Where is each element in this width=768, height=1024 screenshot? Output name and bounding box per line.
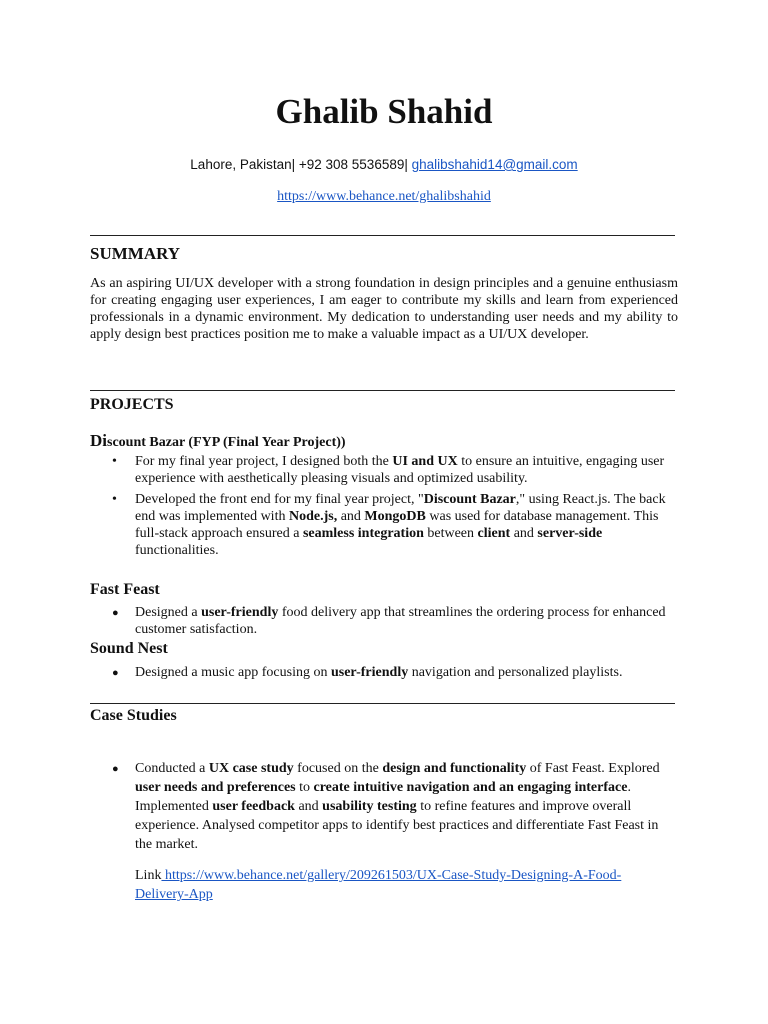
divider-1 <box>90 235 675 236</box>
link-label: Link <box>135 868 162 883</box>
bullet-text: Designed a music app focusing on user-friendly navigation and personalized playlists. <box>135 665 623 680</box>
bullet-icon: ● <box>112 607 119 619</box>
contact-line <box>0 157 768 172</box>
project-title-discount-bazar <box>90 431 346 451</box>
case-study-link[interactable]: https://www.behance.net/gallery/209261503/UX-Case-Study-Designing-A-Food-Delivery-App <box>135 868 622 902</box>
divider-3 <box>90 703 675 704</box>
contact-text: Lahore, Pakistan| +92 308 5536589| <box>190 157 412 172</box>
bullet-icon: ● <box>112 667 119 679</box>
candidate-name: Ghalib Shahid <box>275 92 493 131</box>
bullet-text: Conducted a UX case study focused on the design and functionality of Fast Feast. Explored user needs and preferences to create intuitive navigation and an engaging interface. Implemented user feedback and usability testing to refine features and improve overall experience. Analysed competitor apps to identify best practices and differentiate Fast Feast in the market. <box>135 761 660 852</box>
bullet-icon: • <box>112 454 117 469</box>
email-link[interactable]: ghalibshahid14@gmail.com <box>411 157 578 172</box>
summary-text: As an aspiring UI/UX developer with a strong foundation in design principles and a genuine enthusiasm for creating engaging user experiences, I am eager to contribute my skills and learn from experienced professionals in a dynamic environment. My dedication to understanding user needs and my ability to apply design best practices position me to make a valuable impact as a UI/UX developer. <box>90 276 678 342</box>
bullet-text: Designed a user-friendly food delivery app that streamlines the ordering process for enhanced customer satisfaction. <box>135 605 666 637</box>
bullet-text: Developed the front end for my final year project, "Discount Bazar," using React.js. The back end was implemented with Node.js, and MongoDB was used for database management. This full-stack approach ensured a seamless integration between client and server-side functionalities. <box>135 492 666 558</box>
bullet-text: For my final year project, I designed both the UI and UX to ensure an intuitive, engaging user experience with aesthetically pleasing visuals and optimized usability. <box>135 454 665 486</box>
title-initial: Di <box>90 431 107 450</box>
project-title-sound-nest: Sound Nest <box>90 640 168 657</box>
projects-heading: PROJECTS <box>90 396 174 413</box>
title-rest: scount Bazar (FYP (Final Year Project)) <box>107 435 346 450</box>
divider-2 <box>90 390 675 391</box>
bullet-icon: • <box>112 492 117 507</box>
case-studies-heading: Case Studies <box>90 707 177 724</box>
project-title-fast-feast: Fast Feast <box>90 581 160 598</box>
portfolio-link[interactable]: https://www.behance.net/ghalibshahid <box>277 189 491 204</box>
bullet-icon: ● <box>112 763 119 775</box>
case-study-link-line <box>135 866 665 904</box>
portfolio-line <box>0 189 768 205</box>
summary-heading: SUMMARY <box>90 244 181 263</box>
